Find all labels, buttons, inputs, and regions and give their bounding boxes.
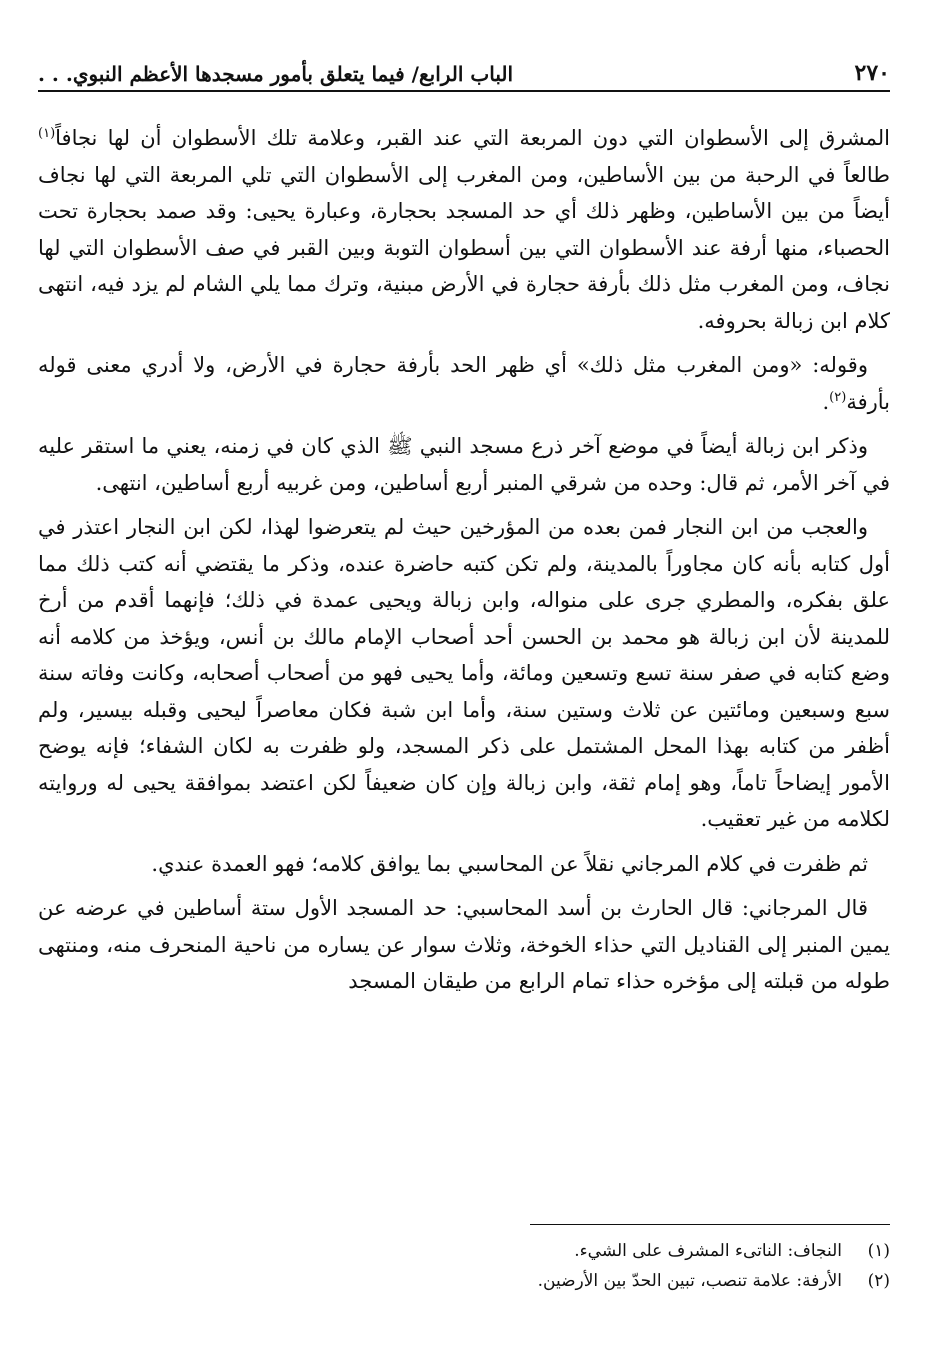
- footnote-number: (٢): [867, 1271, 890, 1291]
- footnote-divider: [530, 1224, 890, 1225]
- footnote: [38, 1236, 890, 1266]
- paragraph-text: .: [822, 389, 830, 414]
- paragraph-text: وذكر ابن زبالة أيضاً في موضع آخر ذرع مسجد النبي ﷺ الذي كان في زمنه، يعني ما استقر عليه في آخر الأمر، ثم قال: وحده من شرقي المنبر أربع أساطين، ومن غربيه أربع أساطين، انتهى.: [38, 434, 890, 495]
- page-number: ٢٧٠: [854, 60, 890, 86]
- paragraph: [38, 347, 890, 420]
- paragraph: [38, 509, 890, 838]
- footnote-text: النجاف: الناتىء المشرف على الشيء.: [574, 1241, 842, 1261]
- paragraph-text: والعجب من ابن النجار فمن بعده من المؤرخين حيث لم يتعرضوا لهذا، لكن ابن النجار اعتذر في أول كتابه بأنه كان مجاوراً بالمدينة، ولم تكن كتبه حاضرة عنده، وذكر ما يقتضي أنه كتب ذلك مما علق بفكره، والمطري جرى على منواله، وابن زبالة ويحيى عمدة في ذلك؛ فإنهما أقدم من أرخ للمدينة لأن ابن زبالة هو محمد بن الحسن أحد أصحاب الإمام مالك بن أنس، ويؤخذ من كلامه أنه وضع كتابه في صفر سنة تسع وتسعين ومائة، وأما يحيى فهو من أصحاب أصحابه، وكانت وفاته سنة سبع وسبعين ومائتين عن ثلاث وستين سنة، وأما ابن شبة فكان معاصراً ليحيى وقبله بيسير، ولم أظفر من كتابه بهذا المحل المشتمل على ذكر المسجد، ولو ظفرت به لكان الشفاء؛ فإنه يوضح الأمور إيضاحاً تاماً، وهو إمام ثقة، وابن زبالة وإن كان ضعيفاً لكن اعتضد بموافقة يحيى له وروايته لكلامه من غير تعقيب.: [38, 515, 890, 831]
- paragraph: [38, 846, 890, 883]
- book-page: [38, 0, 890, 1365]
- page-header: [38, 56, 890, 92]
- paragraph-text: المشرق إلى الأسطوان التي دون المربعة التي عند القبر، وعلامة تلك الأسطوان أن لها نجافاً: [55, 126, 890, 150]
- paragraph-text: ثم ظفرت في كلام المرجاني نقلاً عن المحاسبي بما يوافق كلامه؛ فهو العمدة عندي.: [151, 851, 868, 876]
- footnote-text: الأرفة: علامة تنصب، تبين الحدّ بين الأرضين.: [537, 1271, 842, 1291]
- paragraph-text: طالعاً في الرحبة من بين الأساطين، ومن المغرب إلى الأسطوان التي تلي المربعة التي لها نجاف أيضاً من بين الأساطين، وظهر ذلك أي حد المسجد بحجارة، وعبارة يحيى: وقد صمد بحجارة تحت الحصباء، منها أرفة عند الأسطوان التي بين أسطوان التوبة وبين القبر في صف الأسطوان التي لها نجاف، ومن المغرب مثل ذلك بأرفة حجارة في الأرض مبنية، وترك مما يلي الشام لم يزد فيه، انتهى كلام ابن زبالة بحروفه.: [38, 162, 890, 333]
- paragraph-text: وقوله: «ومن المغرب مثل ذلك» أي ظهر الحد بأرفة حجارة في الأرض، ولا أدري معنى قوله بأرفة: [38, 353, 890, 414]
- paragraph: [38, 890, 890, 1000]
- paragraph-text: قال المرجاني: قال الحارث بن أسد المحاسبي: حد المسجد الأول ستة أساطين في عرضه عن يمين المنبر إلى القناديل التي حذاء الخوخة، وثلاث سوار عن يساره من ناحية المنحرف منه، ومنتهى طوله من قبلته إلى مؤخره حذاء تمام الرابع من طيقان المسجد: [38, 896, 890, 993]
- body-text: [38, 120, 890, 1008]
- footnote: [38, 1266, 890, 1296]
- running-title: الباب الرابع/ فيما يتعلق بأمور مسجدها الأعظم النبوي. . .: [38, 62, 514, 86]
- footnote-number: (١): [867, 1241, 890, 1261]
- footnote-reference: (٢): [829, 389, 847, 405]
- paragraph: [38, 428, 890, 501]
- footnote-reference: (١): [38, 126, 56, 141]
- footnotes: [38, 1236, 890, 1296]
- paragraph: [38, 120, 890, 339]
